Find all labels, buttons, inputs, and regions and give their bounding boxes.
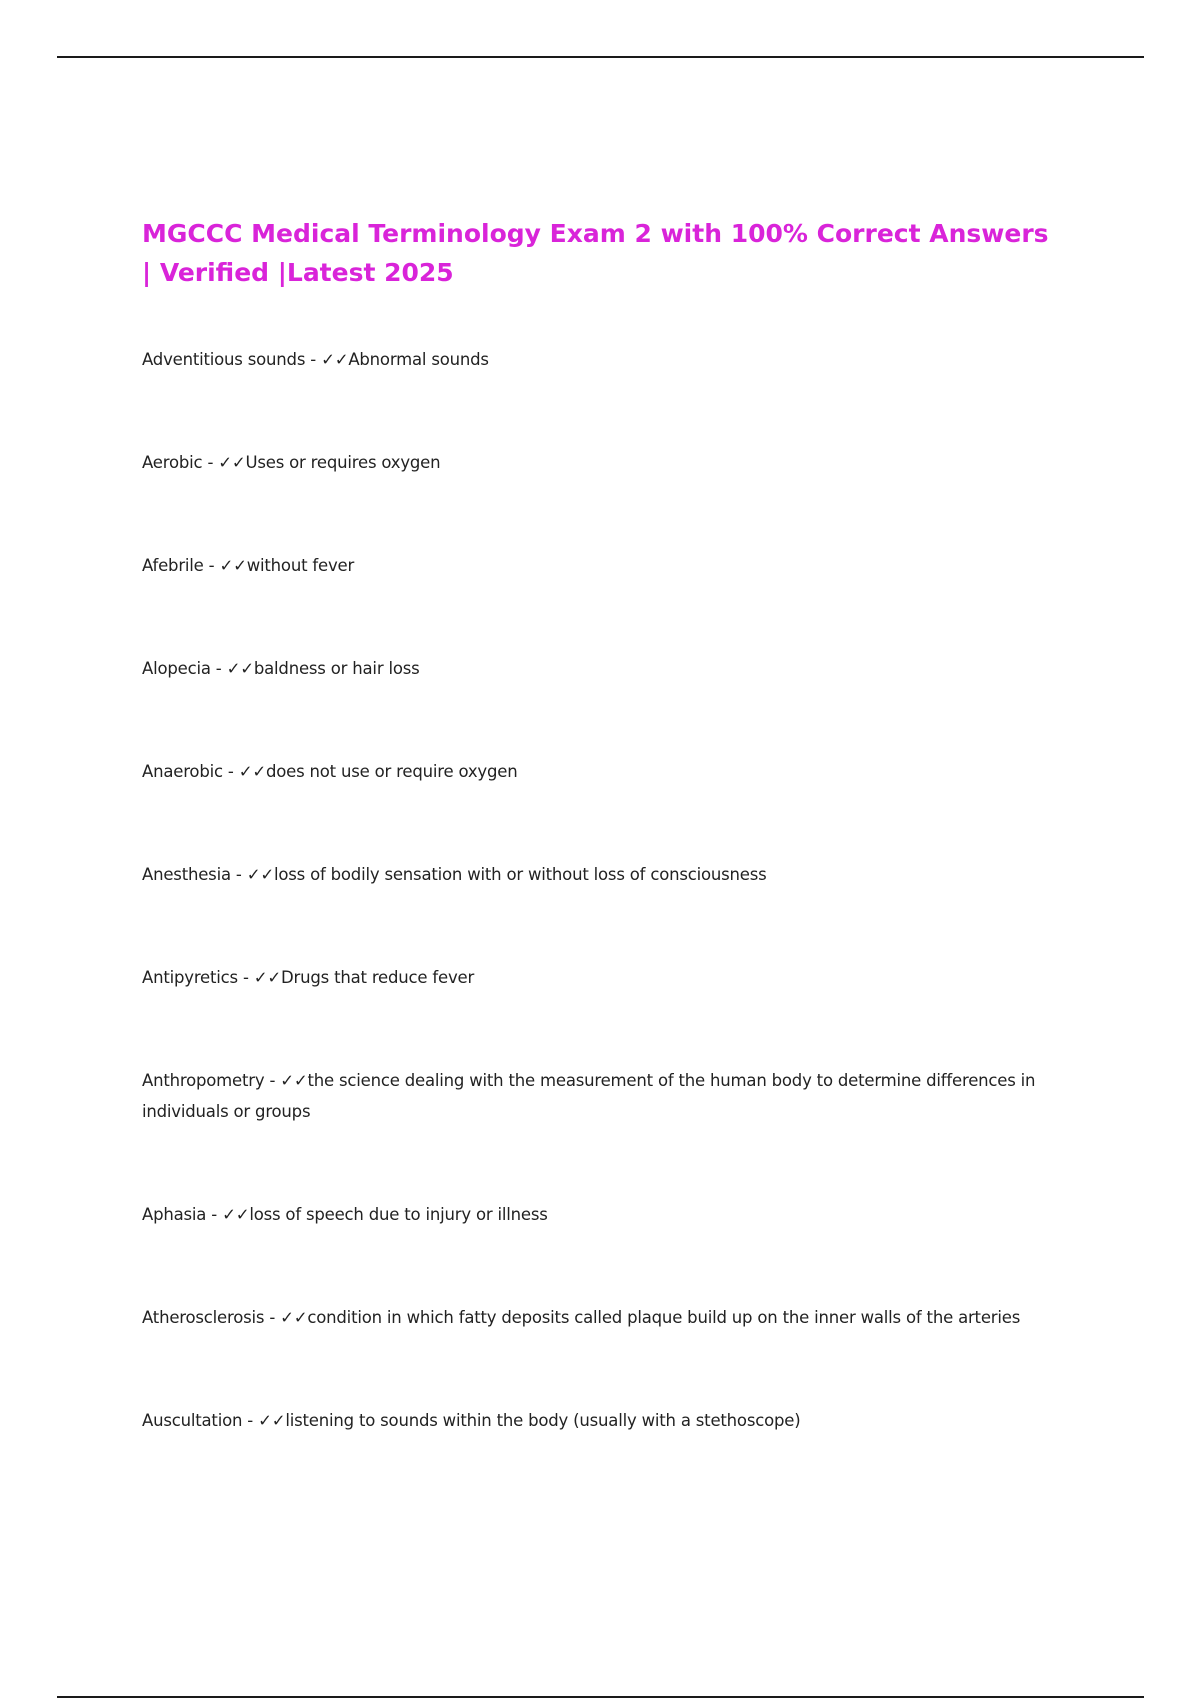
term-list xyxy=(142,344,1062,1508)
term-entry-adventitious-sounds: Adventitious sounds - ✓✓Abnormal sounds xyxy=(142,350,489,369)
footer-rule xyxy=(57,1696,1144,1698)
term-entry-anaerobic: Anaerobic - ✓✓does not use or require oxygen xyxy=(142,762,518,781)
term-entry-anthropometry: Anthropometry - ✓✓the science dealing with the measurement of the human body to determine differences in individuals or groups xyxy=(142,1071,1036,1121)
term-entry-anesthesia: Anesthesia - ✓✓loss of bodily sensation with or without loss of consciousness xyxy=(142,865,767,884)
term-entry-auscultation: Auscultation - ✓✓listening to sounds within the body (usually with a stethoscope) xyxy=(142,1411,801,1430)
term-entry-antipyretics: Antipyretics - ✓✓Drugs that reduce fever xyxy=(142,968,475,987)
document-title: MGCCC Medical Terminology Exam 2 with 100% Correct Answers | Verified |Latest 2025 xyxy=(142,219,1049,287)
term-entry-aphasia: Aphasia - ✓✓loss of speech due to injury or illness xyxy=(142,1205,548,1224)
term-entry-alopecia: Alopecia - ✓✓baldness or hair loss xyxy=(142,659,420,678)
term-entry-aerobic: Aerobic - ✓✓Uses or requires oxygen xyxy=(142,453,441,472)
term-entry-afebrile: Afebrile - ✓✓without fever xyxy=(142,556,355,575)
header-rule xyxy=(57,56,1144,58)
term-entry-atherosclerosis: Atherosclerosis - ✓✓condition in which fatty deposits called plaque build up on the inner walls of the arteries xyxy=(142,1308,1021,1327)
